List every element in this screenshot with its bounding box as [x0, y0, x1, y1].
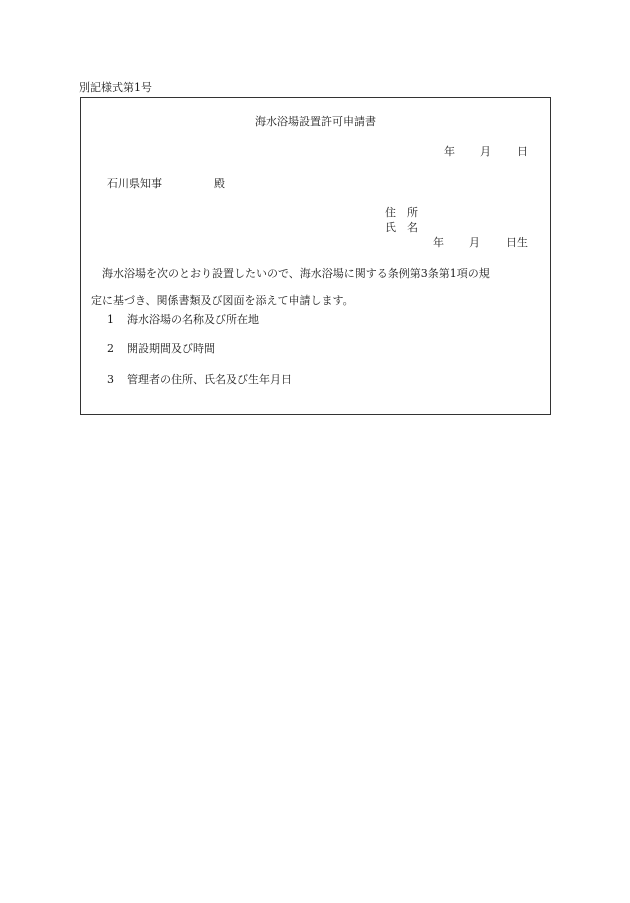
address-label: 住 所: [385, 206, 418, 219]
addressee-name: 石川県知事: [107, 177, 162, 190]
body-line-1: 海水浴場を次のとおり設置したいので、海水浴場に関する条例第3条第1項の規: [102, 267, 490, 280]
body-line-2: 定に基づき、関係書類及び図面を添えて申請します。: [91, 294, 354, 307]
application-form: [80, 97, 551, 415]
form-title: 海水浴場設置許可申請書: [255, 115, 376, 128]
item-text: 管理者の住所、氏名及び生年月日: [127, 373, 292, 386]
list-item: [107, 343, 215, 354]
item-text: 海水浴場の名称及び所在地: [127, 313, 259, 326]
birth-year: 年: [433, 236, 444, 249]
birth-month: 月: [469, 236, 480, 249]
form-number: 別記様式第1号: [79, 81, 152, 94]
addressee-honorific: 殿: [214, 177, 225, 190]
item-number: 1: [107, 313, 114, 326]
list-item: [107, 314, 259, 325]
birth-day: 日生: [506, 236, 528, 249]
item-number: 3: [107, 373, 114, 386]
list-item: [107, 374, 292, 385]
date-month: 月: [480, 145, 491, 158]
date-day: 日: [517, 145, 528, 158]
name-label: 氏 名: [385, 221, 418, 234]
addressee: [107, 178, 162, 189]
item-text: 開設期間及び時間: [127, 342, 215, 355]
item-number: 2: [107, 342, 114, 355]
date-year: 年: [444, 145, 455, 158]
application-body: [91, 260, 536, 314]
